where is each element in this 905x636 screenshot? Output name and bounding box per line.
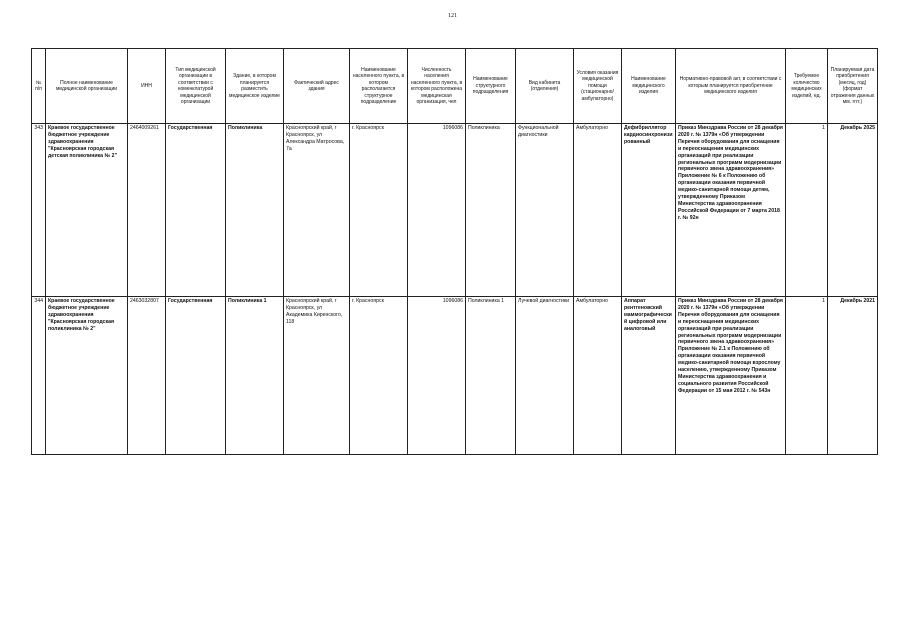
cell-address: Красноярский край, г Красноярск, ул Александра Матросова, 7а	[284, 124, 350, 297]
cell-population: 1096086	[408, 297, 466, 455]
header-date: Планируемая дата приобретения (месяц, год) (формат отражения данных мм. гггг.)	[828, 49, 878, 124]
cell-date: Декабрь 2021	[828, 297, 878, 455]
cell-building: Поликлиника	[226, 124, 284, 297]
cell-org-name: Краевое государственное бюджетное учреждение здравоохранения "Красноярская городская поликлиника № 2"	[46, 297, 128, 455]
cell-conditions: Амбулаторно	[574, 124, 622, 297]
cell-cabinet: Лучевой диагностики	[516, 297, 574, 455]
cell-device: Аппарат рентгеновский маммографический цифровой или аналоговый	[622, 297, 676, 455]
header-number: № п/п	[32, 49, 46, 124]
cell-locality: г. Красноярск	[350, 124, 408, 297]
header-device: Наименование медицинского изделия	[622, 49, 676, 124]
cell-number: 343	[32, 124, 46, 297]
cell-unit: Поликлиника	[466, 124, 516, 297]
header-address: Фактический адрес здания	[284, 49, 350, 124]
header-unit: Наименование структурного подразделения	[466, 49, 516, 124]
header-legal-act: Нормативно-правовой акт, в соответствии с которым планируется приобретение медицинского изделия	[676, 49, 786, 124]
cell-number: 344	[32, 297, 46, 455]
header-conditions: Условия оказания медицинской помощи (стационарно/амбулаторно)	[574, 49, 622, 124]
cell-population: 1096086	[408, 124, 466, 297]
cell-legal-act: Приказ Минздрава России от 28 декабря 2020 г. № 1379н «Об утверждении Перечня оборудования для оснащения и переоснащения медицинских организаций при реализации региональных программ модернизации первичного звена здравоохранения» Приложение № 6 к Положению об организации оказания первичной медико-санитарной помощи детям, утвержденному Приказом Министерства здравоохранения Российской Федерации от 7 марта 2018 г. № 92н	[676, 124, 786, 297]
equipment-table	[31, 48, 878, 455]
header-population: Численность населения населенного пункта, в котором расположена медицинская организация, чел	[408, 49, 466, 124]
cell-address: Красноярский край, г Красноярск, ул Академика Киренского, 118	[284, 297, 350, 455]
cell-org-type: Государственная	[166, 124, 226, 297]
header-building: Здание, в котором планируется разместить медицинское изделие	[226, 49, 284, 124]
header-quantity: Требуемое количество медицинских изделий, ед.	[786, 49, 828, 124]
cell-inn: 2464009261	[128, 124, 166, 297]
cell-building: Поликлиника 1	[226, 297, 284, 455]
page-number: 121	[448, 13, 457, 19]
header-cabinet: Вид кабинета (отделения)	[516, 49, 574, 124]
cell-cabinet: Функциональной диагностики	[516, 124, 574, 297]
cell-device: Дефибриллятор кардиосинхронизированный	[622, 124, 676, 297]
cell-unit: Поликлиника 1	[466, 297, 516, 455]
cell-legal-act: Приказ Минздрава России от 28 декабря 2020 г. № 1379н «Об утверждении Перечня оборудования для оснащения и переоснащения медицинских организаций при реализации региональных программ модернизации первичного звена здравоохранения» Приложение № 2.1 к Положению об организации оказания первичной медико-санитарной помощи взрослому населению, утвержденному Приказом Министерства здравоохранения и социального развития Российской Федерации от 15 мая 2012 г. № 543н	[676, 297, 786, 455]
cell-locality: г. Красноярск	[350, 297, 408, 455]
table-row	[32, 297, 878, 455]
cell-org-type: Государственная	[166, 297, 226, 455]
cell-quantity: 1	[786, 124, 828, 297]
table-row	[32, 124, 878, 297]
header-org-name: Полное наименование медицинской организации	[46, 49, 128, 124]
header-locality: Наименование населенного пункта, в котором располагается структурное подразделение	[350, 49, 408, 124]
header-org-type: Тип медицинской организации в соответствии с номенклатурой медицинской организации	[166, 49, 226, 124]
cell-date: Декабрь 2025	[828, 124, 878, 297]
cell-org-name: Краевое государственное бюджетное учреждение здравоохранения "Красноярская городская детская поликлиника № 2"	[46, 124, 128, 297]
cell-conditions: Амбулаторно	[574, 297, 622, 455]
header-inn: ИНН	[128, 49, 166, 124]
cell-quantity: 1	[786, 297, 828, 455]
cell-inn: 2463032807	[128, 297, 166, 455]
header-row	[32, 49, 878, 124]
